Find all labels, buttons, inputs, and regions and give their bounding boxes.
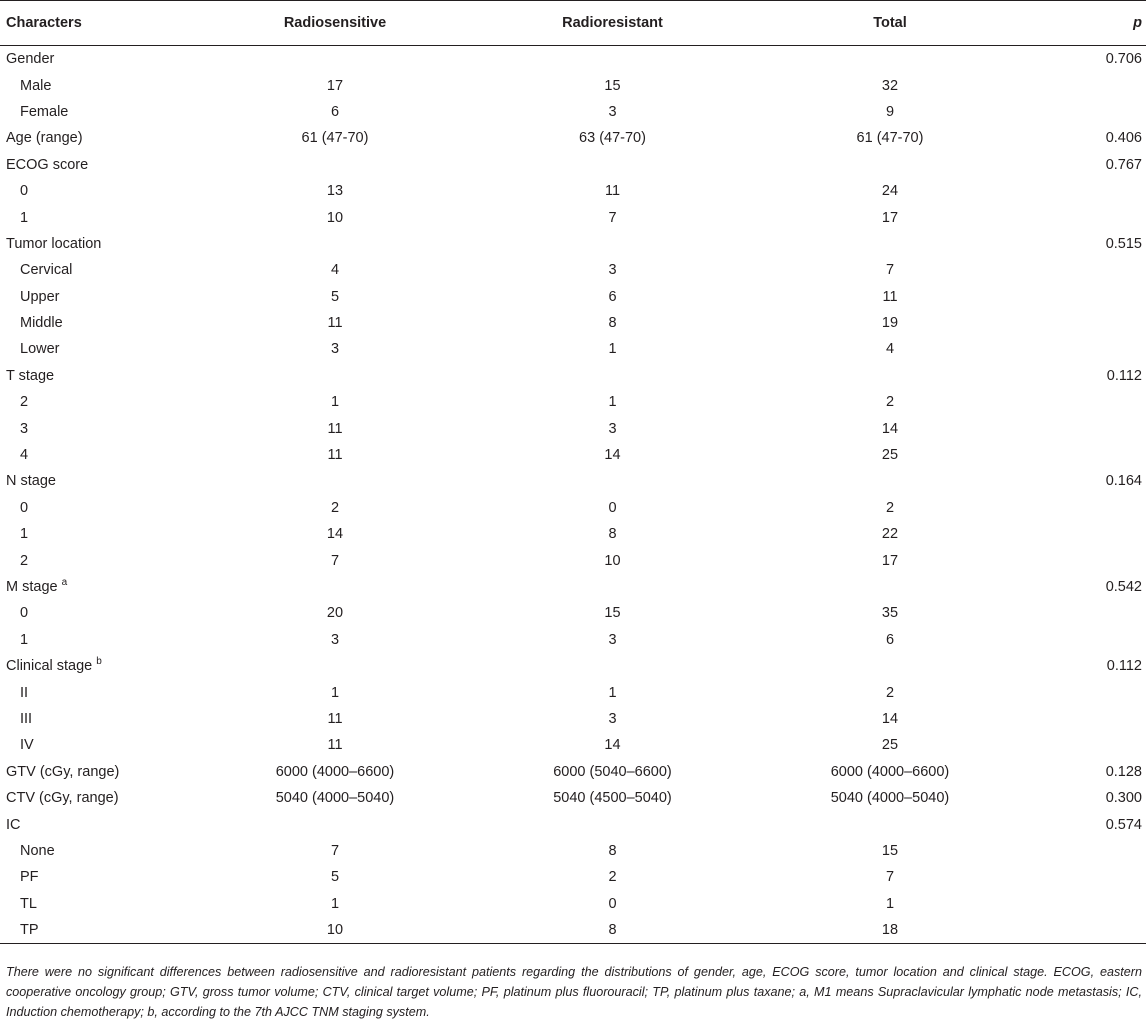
table-row	[0, 732, 1146, 758]
row-label	[0, 811, 250, 837]
cell-radiosensitive: 7	[330, 552, 340, 569]
cell-radioresistant: 3	[608, 631, 617, 648]
table-row	[0, 257, 1146, 283]
cell-radioresistant: 3	[608, 420, 617, 437]
row-label	[0, 204, 250, 230]
cell-radiosensitive	[250, 231, 420, 257]
cell-p-value	[975, 72, 1146, 98]
row-label-text: Gender	[6, 51, 55, 68]
cell-radiosensitive	[250, 468, 420, 494]
cell-radiosensitive: 11	[327, 737, 343, 754]
row-label	[0, 679, 250, 705]
table-row	[0, 547, 1146, 573]
row-label	[0, 838, 250, 864]
cell-radioresistant	[420, 46, 805, 73]
row-label-text: ECOG score	[6, 156, 89, 173]
row-label	[0, 468, 250, 494]
cell-total: 14	[881, 710, 899, 727]
cell-radiosensitive: 11	[327, 447, 343, 464]
cell-radioresistant: 15	[604, 77, 621, 94]
table-row	[0, 891, 1146, 917]
table-row	[0, 653, 1146, 679]
row-label-text: Lower	[20, 341, 60, 358]
cell-radiosensitive	[250, 363, 420, 389]
row-label	[0, 231, 250, 257]
cell-radiosensitive: 3	[330, 631, 340, 648]
row-label	[0, 917, 250, 944]
cell-p-value	[975, 864, 1146, 890]
row-label	[0, 864, 250, 890]
cell-radioresistant: 8	[608, 842, 617, 859]
cell-radioresistant: 63 (47-70)	[579, 130, 646, 147]
row-label-text: Upper	[20, 288, 60, 305]
cell-total: 7	[885, 869, 895, 886]
cell-total: 11	[882, 288, 898, 305]
row-label	[0, 72, 250, 98]
row-label	[0, 363, 250, 389]
cell-p-value: 0.706	[1105, 51, 1142, 68]
table-row	[0, 468, 1146, 494]
table-row	[0, 706, 1146, 732]
cell-radiosensitive: 7	[330, 842, 340, 859]
row-label	[0, 574, 250, 600]
row-label-text: Male	[20, 77, 52, 94]
cell-radiosensitive: 1	[330, 895, 340, 912]
row-label-text: Middle	[20, 315, 63, 332]
row-label	[0, 284, 250, 310]
cell-radiosensitive: 5	[330, 288, 340, 305]
cell-radioresistant	[420, 653, 805, 679]
row-label-text: Cervical	[20, 262, 73, 279]
cell-p-value: 0.574	[1105, 816, 1142, 833]
row-label-text: Clinical stage	[6, 658, 93, 675]
table-body	[0, 46, 1146, 944]
cell-total: 25	[881, 447, 899, 464]
cell-radiosensitive	[250, 653, 420, 679]
row-label-text: III	[20, 710, 33, 727]
cell-p-value	[975, 389, 1146, 415]
cell-radiosensitive: 6000 (4000–6600)	[275, 763, 395, 780]
cell-radiosensitive	[250, 152, 420, 178]
row-label	[0, 389, 250, 415]
row-label-text: N stage	[6, 473, 56, 490]
cell-total	[805, 231, 975, 257]
cell-total	[805, 811, 975, 837]
cell-radioresistant: 10	[604, 552, 621, 569]
table-row	[0, 178, 1146, 204]
table-footnote: There were no significant differences between radiosensitive and radioresistant patients regarding the distributions of gender, age, ECOG score, tumor location and clinical stage. ECOG, eastern cooperative oncology group; GTV, gross tumor volume; CTV, clinical target volume; PF, platinum plus fluorouracil; TP, platinum plus taxane; a, M1 means Supraclavicular lymphatic node metastasis; IC, Induction chemotherapy; b, according to the 7th AJCC TNM staging system.	[6, 965, 1142, 1019]
cell-p-value	[975, 336, 1146, 362]
table-row	[0, 495, 1146, 521]
cell-total: 2	[885, 394, 895, 411]
cell-radioresistant: 11	[604, 183, 621, 200]
cell-p-value	[975, 204, 1146, 230]
cell-radiosensitive: 2	[330, 499, 340, 516]
row-label-text: 2	[20, 394, 29, 411]
row-label	[0, 495, 250, 521]
cell-p-value: 0.515	[1105, 235, 1142, 252]
row-label	[0, 152, 250, 178]
cell-total: 17	[881, 209, 899, 226]
cell-radioresistant: 1	[608, 684, 617, 701]
cell-radiosensitive: 3	[330, 341, 340, 358]
cell-radioresistant	[420, 231, 805, 257]
table-row	[0, 574, 1146, 600]
cell-p-value	[975, 679, 1146, 705]
cell-radioresistant: 3	[608, 262, 617, 279]
row-label	[0, 706, 250, 732]
cell-radioresistant: 0	[608, 895, 617, 912]
cell-p-value: 0.164	[1105, 473, 1142, 490]
cell-radioresistant	[420, 468, 805, 494]
cell-p-value: 0.542	[1105, 579, 1142, 595]
row-label-text: PF	[20, 869, 39, 886]
row-label	[0, 627, 250, 653]
row-label-text: T stage	[6, 367, 55, 384]
cell-radiosensitive: 4	[330, 262, 340, 279]
row-label	[0, 600, 250, 626]
cell-total: 2	[885, 684, 895, 701]
cell-radioresistant: 8	[420, 917, 805, 944]
cell-total: 61 (47-70)	[856, 130, 924, 147]
header-p-value: p	[975, 1, 1146, 46]
cell-radioresistant: 2	[608, 869, 617, 886]
row-label-text: 3	[20, 420, 29, 437]
cell-p-value	[975, 627, 1146, 653]
cell-radiosensitive: 1	[330, 684, 340, 701]
row-label-text: IV	[20, 737, 34, 754]
cell-radiosensitive: 61 (47-70)	[301, 130, 369, 147]
cell-p-value	[975, 521, 1146, 547]
table-row	[0, 521, 1146, 547]
cell-p-value	[975, 891, 1146, 917]
cell-radioresistant	[420, 811, 805, 837]
cell-total: 32	[881, 77, 899, 94]
row-label-superscript: a	[61, 577, 68, 588]
row-label-text: M stage	[6, 579, 58, 595]
cell-total: 6	[885, 631, 895, 648]
cell-p-value: 0.112	[1106, 367, 1142, 384]
cell-radioresistant: 14	[604, 737, 621, 754]
cell-radioresistant: 6	[608, 288, 617, 305]
row-label-text: Age (range)	[6, 130, 83, 147]
cell-total: 17	[881, 552, 899, 569]
header-total: Total	[805, 1, 975, 46]
header-radioresistant: Radioresistant	[420, 1, 805, 46]
table-row	[0, 231, 1146, 257]
cell-radiosensitive: 1	[330, 394, 340, 411]
cell-radiosensitive	[250, 46, 420, 73]
row-label-text: 1	[20, 526, 29, 543]
cell-radiosensitive: 5040 (4000–5040)	[275, 790, 395, 807]
cell-total: 25	[881, 737, 899, 754]
row-label-text: 1	[20, 631, 29, 648]
table-row	[0, 99, 1146, 125]
cell-radioresistant: 6000 (5040–6600)	[553, 763, 672, 780]
cell-p-value: 0.300	[1105, 790, 1142, 807]
row-label-text: II	[20, 684, 29, 701]
cell-radiosensitive: 14	[326, 526, 344, 543]
table-row	[0, 310, 1146, 336]
table-row	[0, 785, 1146, 811]
cell-p-value	[975, 495, 1146, 521]
cell-total: 5040 (4000–5040)	[830, 790, 950, 807]
cell-total: 2	[885, 499, 895, 516]
cell-p-value	[975, 284, 1146, 310]
cell-total: 24	[881, 183, 899, 200]
cell-total	[805, 46, 975, 73]
cell-total: 35	[881, 605, 899, 622]
row-label-text: 2	[20, 552, 29, 569]
cell-radioresistant: 8	[608, 315, 617, 332]
cell-radiosensitive: 10	[326, 209, 344, 226]
row-label	[0, 178, 250, 204]
cell-radiosensitive	[250, 811, 420, 837]
table-row	[0, 284, 1146, 310]
cell-total	[805, 363, 975, 389]
table-row	[0, 125, 1146, 151]
row-label-superscript: b	[96, 656, 102, 668]
cell-p-value: 0.112	[1106, 658, 1142, 675]
cell-radioresistant	[420, 152, 805, 178]
row-label-text: Female	[20, 103, 69, 120]
row-label-text: 0	[20, 605, 29, 622]
row-label	[0, 653, 250, 679]
cell-radiosensitive: 10	[250, 917, 420, 944]
cell-total: 19	[881, 315, 899, 332]
cell-total	[805, 152, 975, 178]
table-row	[0, 152, 1146, 178]
row-label	[0, 46, 250, 73]
cell-p-value: 0.767	[1105, 156, 1142, 173]
cell-radioresistant: 5040 (4500–5040)	[553, 790, 672, 807]
table-row	[0, 46, 1146, 73]
cell-p-value	[975, 442, 1146, 468]
row-label	[0, 891, 250, 917]
cell-p-value	[975, 732, 1146, 758]
cell-radiosensitive	[250, 574, 420, 600]
cell-radioresistant: 1	[608, 394, 617, 411]
cell-p-value	[975, 838, 1146, 864]
row-label	[0, 759, 250, 785]
cell-p-value: 0.128	[1105, 763, 1142, 780]
cell-radioresistant: 1	[608, 341, 617, 358]
table-row	[0, 864, 1146, 890]
table-row	[0, 204, 1146, 230]
table-row	[0, 389, 1146, 415]
row-label-text: 4	[20, 447, 29, 464]
cell-total: 6000 (4000–6600)	[830, 763, 950, 780]
table-row	[0, 336, 1146, 362]
cell-p-value	[975, 99, 1146, 125]
row-label-text: GTV (cGy, range)	[6, 763, 120, 780]
cell-total: 4	[885, 341, 895, 358]
row-label-text: CTV (cGy, range)	[6, 790, 119, 807]
cell-total: 14	[881, 420, 899, 437]
row-label	[0, 99, 250, 125]
row-label	[0, 732, 250, 758]
row-label	[0, 521, 250, 547]
row-label	[0, 785, 250, 811]
cell-p-value	[975, 600, 1146, 626]
cell-p-value	[975, 257, 1146, 283]
cell-total: 7	[885, 262, 895, 279]
cell-radiosensitive: 17	[326, 77, 344, 94]
cell-p-value	[975, 178, 1146, 204]
cell-total: 1	[885, 895, 895, 912]
table-row	[0, 838, 1146, 864]
row-label	[0, 547, 250, 573]
table-row	[0, 72, 1146, 98]
row-label-text: 0	[20, 183, 29, 200]
cell-radioresistant: 3	[608, 710, 617, 727]
cell-radiosensitive: 11	[327, 710, 343, 727]
cell-radioresistant: 7	[608, 209, 617, 226]
cell-radioresistant: 14	[604, 447, 621, 464]
cell-radiosensitive: 5	[330, 869, 340, 886]
cell-radiosensitive: 11	[327, 315, 343, 332]
table-row	[0, 363, 1146, 389]
cell-total	[805, 574, 975, 600]
cell-radiosensitive: 6	[330, 103, 340, 120]
table-row	[0, 811, 1146, 837]
cell-p-value	[975, 310, 1146, 336]
header-characters: Characters	[0, 1, 250, 46]
cell-radioresistant	[420, 363, 805, 389]
cell-total: 15	[881, 842, 899, 859]
table-row	[0, 679, 1146, 705]
cell-radioresistant: 8	[608, 526, 617, 543]
row-label-text: TL	[20, 895, 37, 912]
cell-total: 22	[881, 526, 899, 543]
table-row	[0, 442, 1146, 468]
row-label	[0, 415, 250, 441]
cell-radiosensitive: 13	[326, 183, 344, 200]
row-label-text: IC	[6, 816, 21, 833]
row-label	[0, 310, 250, 336]
header-radiosensitive: Radiosensitive	[250, 1, 420, 46]
cell-radiosensitive: 11	[327, 420, 343, 437]
row-label	[0, 125, 250, 151]
row-label-text: None	[20, 842, 55, 859]
cell-total	[805, 653, 975, 679]
cell-p-value	[975, 706, 1146, 732]
cell-total: 18	[805, 917, 975, 944]
row-label-text: TP	[20, 922, 39, 939]
cell-p-value	[975, 415, 1146, 441]
cell-radioresistant: 3	[608, 103, 617, 120]
cell-radioresistant: 15	[604, 605, 621, 622]
table-header-row	[0, 1, 1146, 46]
row-label	[0, 336, 250, 362]
row-label-text: Tumor location	[6, 235, 102, 252]
cell-total	[805, 468, 975, 494]
cell-radiosensitive: 20	[326, 605, 344, 622]
cell-radioresistant	[420, 574, 805, 600]
table-row	[0, 600, 1146, 626]
cell-total: 9	[885, 103, 895, 120]
table-row	[0, 415, 1146, 441]
cell-p-value: 0.406	[1105, 130, 1142, 147]
cell-radioresistant: 0	[608, 499, 617, 516]
row-label-text: 1	[20, 209, 29, 226]
cell-p-value	[975, 547, 1146, 573]
table-row	[0, 917, 1146, 944]
cell-p-value	[975, 917, 1146, 944]
table-row	[0, 627, 1146, 653]
table-row	[0, 759, 1146, 785]
row-label	[0, 257, 250, 283]
row-label-text: 0	[20, 499, 29, 516]
row-label	[0, 442, 250, 468]
